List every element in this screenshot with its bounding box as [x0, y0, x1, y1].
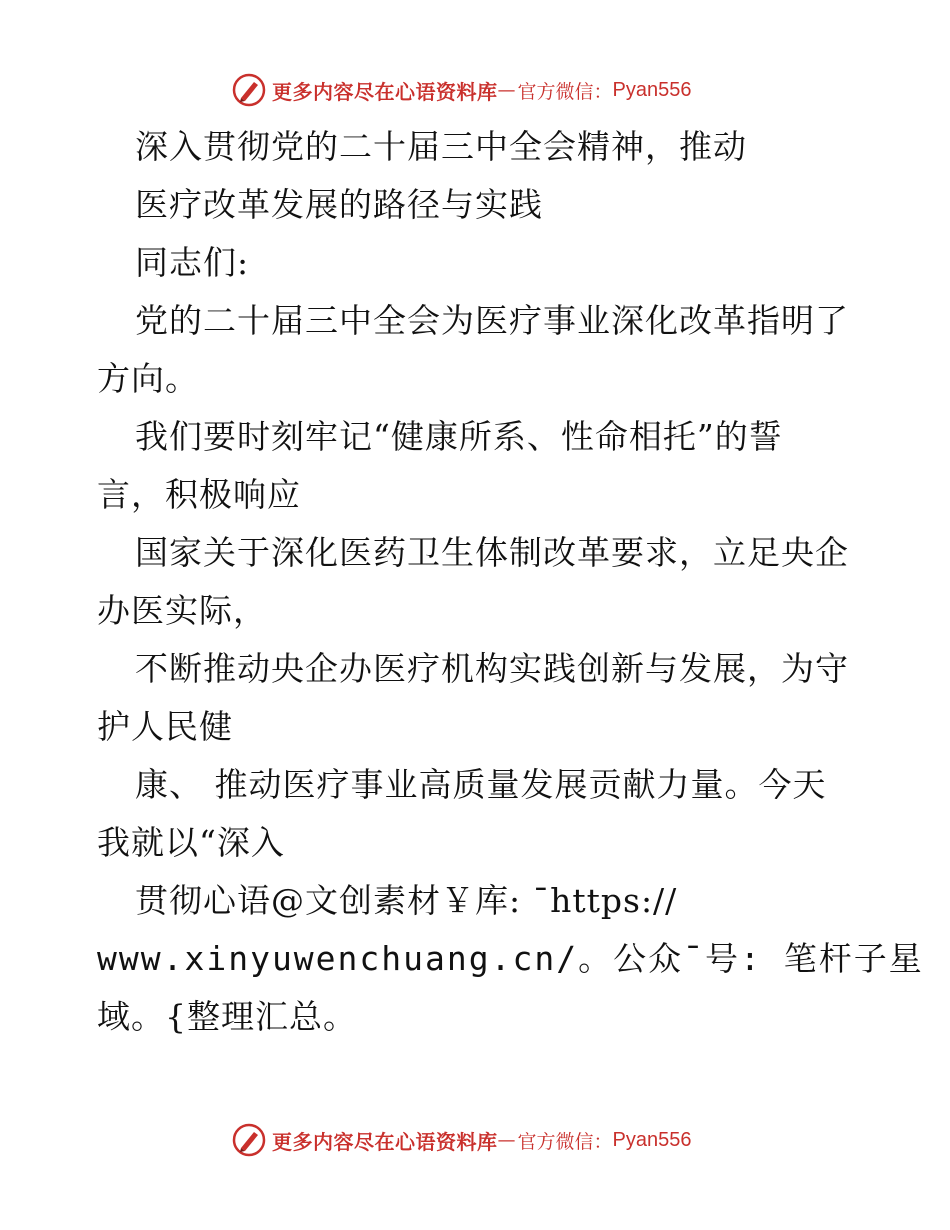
title-line-2: 医疗改革发展的路径与实践 — [135, 185, 543, 224]
header-separator: — — [497, 79, 516, 101]
paragraph-line: 康、 推动医疗事业高质量发展贡献力量。今天 — [135, 765, 827, 804]
paragraph-line: 护人民健 — [97, 707, 233, 746]
footer-separator: — — [497, 1129, 516, 1151]
footer-watermark — [232, 1120, 691, 1160]
footer-wechat-id: Pyan556 — [612, 1128, 692, 1151]
pen-logo-icon — [232, 1123, 266, 1157]
url-line: www.xinyuwenchuang.cn/。公众¯号: 笔杆子星 — [97, 939, 924, 978]
title-line-1: 深入贯彻党的二十届三中全会精神，推动 — [135, 127, 747, 166]
paragraph-line: 言，积极响应 — [97, 475, 301, 514]
paragraph-line: 域。{整理汇总。 — [97, 997, 357, 1036]
footer-wechat-label: 官方微信： — [517, 1130, 613, 1153]
paragraph-line: 办医实际， — [97, 591, 267, 630]
header-wechat-id: Pyan556 — [612, 78, 692, 101]
header-site-name: 更多内容尽在心语资料库 — [272, 79, 498, 104]
document-body — [97, 118, 924, 1046]
paragraph-line: 我就以“深入 — [97, 823, 285, 862]
paragraph-line: 国家关于深化医药卫生体制改革要求，立足央企 — [135, 533, 849, 572]
footer-site-name: 更多内容尽在心语资料库 — [272, 1129, 498, 1154]
paragraph-line: 方向。 — [97, 359, 199, 398]
paragraph-line: 贯彻心语@文创素材￥库: ¯https:// — [135, 881, 678, 920]
salutation: 同志们: — [135, 243, 250, 282]
paragraph-line: 不断推动央企办医疗机构实践创新与发展，为守 — [135, 649, 849, 688]
paragraph-line: 我们要时刻牢记“健康所系、性命相托”的誓 — [135, 417, 783, 456]
header-wechat-label: 官方微信： — [517, 80, 613, 103]
pen-logo-icon — [232, 73, 266, 107]
paragraph-line: 党的二十届三中全会为医疗事业深化改革指明了 — [135, 301, 849, 340]
header-watermark — [232, 70, 691, 110]
